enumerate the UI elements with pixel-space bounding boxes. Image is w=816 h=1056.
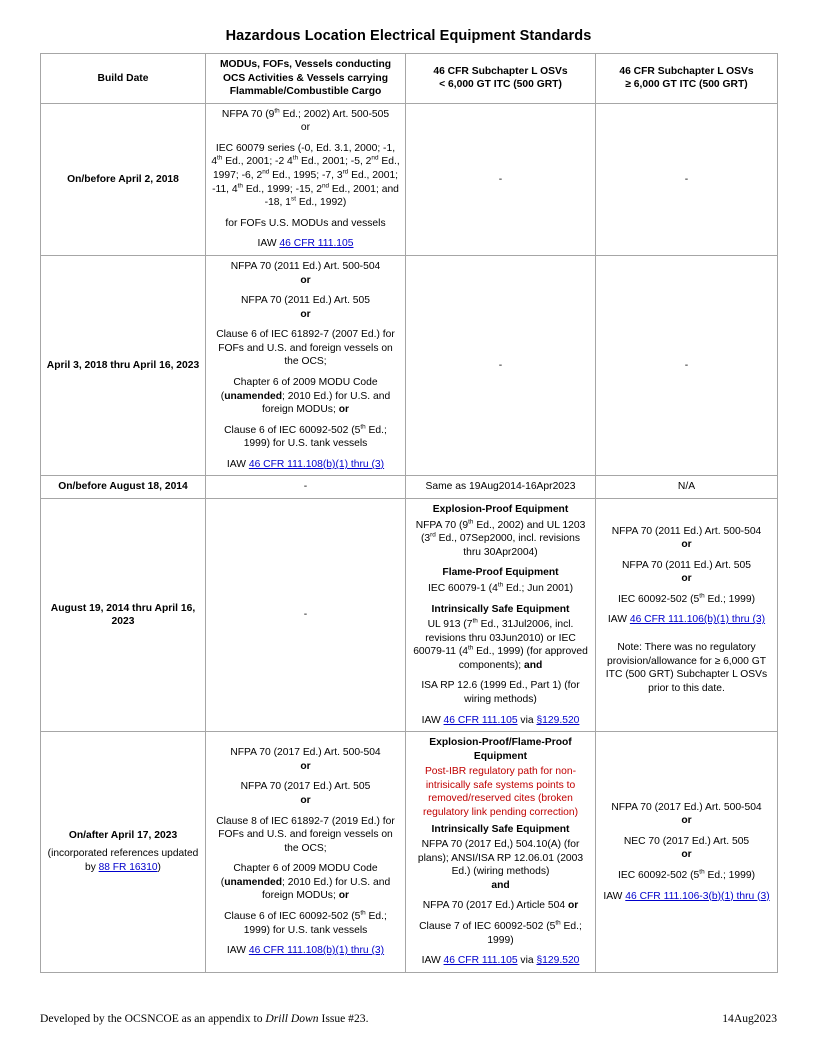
footer-date: 14Aug2023 [722, 1012, 777, 1025]
and-separator: and [491, 879, 510, 891]
column-header-osv-over-6000: 46 CFR Subchapter L OSVs ≥ 6,000 GT ITC (500 GRT) [596, 54, 778, 104]
cell-osv-over-6000 [596, 732, 778, 973]
subsection-heading: Flame-Proof Equipment [442, 567, 559, 579]
iaw-line: IAW 46 CFR 111.105 via §129.520 [421, 714, 580, 726]
table-row [41, 499, 778, 732]
or-separator: or [681, 849, 692, 861]
subsection-heading: Explosion-Proof/Flame-Proof Equipment [429, 737, 572, 762]
iaw-line: IAW 46 CFR 111.105 via §129.520 [421, 955, 580, 967]
standard-line: Clause 8 of IEC 61892-7 (2019 Ed.) for FOFs and U.S. and foreign vessels on the OCS; [216, 815, 395, 854]
subsection-heading: Intrinsically Safe Equipment [431, 603, 570, 615]
cell-build-date: April 3, 2018 thru April 16, 2023 [41, 255, 206, 476]
standard-line: Clause 6 of IEC 60092-502 (5th Ed.; 1999) for U.S. tank vessels [224, 909, 387, 936]
or-separator: or [300, 760, 311, 772]
cell-build-date: August 19, 2014 thru April 16, 2023 [41, 499, 206, 732]
cell-modus-fofs: - [206, 476, 406, 499]
cell-modus-fofs: - [206, 499, 406, 732]
cell-osv-over-6000: - [596, 255, 778, 476]
regulation-link[interactable]: §129.520 [536, 714, 580, 726]
regulation-link[interactable]: 46 CFR 111.106-3(b)(1) thru (3) [625, 890, 770, 902]
iaw-line: IAW 46 CFR 111.108(b)(1) thru (3) [226, 945, 385, 957]
cell-osv-under-6000: - [406, 103, 596, 255]
or-separator: or [681, 539, 692, 551]
standard-line: NFPA 70 (2017 Ed.) Article 504 or [422, 900, 579, 912]
regulation-link[interactable]: 46 CFR 111.106(b)(1) thru (3) [629, 614, 766, 626]
or-separator: or [681, 815, 692, 827]
table-header-row [41, 54, 778, 104]
standards-table [40, 53, 778, 973]
table-header [41, 54, 778, 104]
cell-modus-fofs [206, 103, 406, 255]
standard-line: Chapter 6 of 2009 MODU Code (unamended; 2010 Ed.) for U.S. and foreign MODUs; or [220, 863, 391, 902]
standard-line: NFPA 70 (2017 Ed.) Art. 500-504 [230, 747, 381, 759]
standard-line: IEC 60092-502 (5th Ed.; 1999) [618, 868, 755, 882]
or-separator: or [300, 794, 311, 806]
standard-line: IEC 60079 series (-0, Ed. 3.1, 2000; -1, 4th Ed., 2001; -2 4th Ed., 2001; -5, 2nd Ed., 1997; -6, 2nd Ed., 1995; -7, 3rd Ed., 2001; -11, 4th Ed., 1999; -15, 2nd Ed., 2001; and -18, 1st Ed., 1992) [211, 142, 400, 209]
standard-line: NFPA 70 (2011 Ed.) Art. 505 [622, 559, 751, 571]
table-row [41, 255, 778, 476]
iaw-line: IAW 46 CFR 111.105 [257, 238, 354, 250]
table-row [41, 476, 778, 499]
standard-line: Clause 6 of IEC 61892-7 (2007 Ed.) for FOFs and U.S. and foreign vessels on the OCS; [216, 329, 395, 368]
or-separator: or [300, 308, 311, 320]
build-date-subnote: (incorporated references updated by 88 FR 16310) [47, 848, 199, 874]
standard-line: NFPA 70 (9th Ed.; 2002) Art. 500-505 [221, 107, 390, 120]
standard-line: NFPA 70 (2011 Ed.) Art. 500-504 [230, 260, 381, 272]
standard-line: NEC 70 (2017 Ed.) Art. 505 [623, 835, 750, 847]
standard-line: Clause 6 of IEC 60092-502 (5th Ed.; 1999) for U.S. tank vessels [224, 423, 387, 450]
or-separator: or [300, 122, 311, 134]
federal-register-link[interactable]: 88 FR 16310 [98, 862, 158, 874]
iaw-line: IAW 46 CFR 111.106(b)(1) thru (3) [607, 614, 766, 626]
standard-line: Clause 7 of IEC 60092-502 (5th Ed.; 1999) [419, 919, 582, 946]
iaw-line: IAW 46 CFR 111.106-3(b)(1) thru (3) [603, 890, 770, 902]
or-separator: or [300, 274, 311, 286]
cell-osv-under-6000: Same as 19Aug2014-16Apr2023 [406, 476, 596, 499]
regulation-link[interactable]: 46 CFR 111.105 [279, 238, 354, 250]
standard-line: for FOFs U.S. MODUs and vessels [225, 217, 386, 229]
standard-line: IEC 60079-1 (4th Ed.; Jun 2001) [427, 581, 573, 594]
standard-line: NFPA 70 (2017 Ed.) Art. 505 [240, 781, 371, 793]
column-header-build-date: Build Date [41, 54, 206, 104]
regulation-link[interactable]: 46 CFR 111.108(b)(1) thru (3) [248, 945, 385, 957]
column-header-modus-fofs: MODUs, FOFs, Vessels conducting OCS Activities & Vessels carrying Flammable/Combustible Cargo [206, 54, 406, 104]
standard-line: NFPA 70 (9th Ed., 2002) and UL 1203 (3rd Ed., 07Sep2000, incl. revisions thru 30Apr2004) [415, 518, 586, 558]
standard-line: NFPA 70 (2017 Ed,) 504.10(A) (for plans); ANSI/ISA RP 12.06.01 (2003 Ed.) (wiring methods) [417, 839, 584, 878]
table-row [41, 732, 778, 973]
standard-line: UL 913 (7th Ed., 31Jul2006, incl. revisions thru 03Jun2010) or IEC 60079-11 (4th Ed., 1999) (for approved components); and [413, 617, 588, 671]
cell-osv-under-6000 [406, 732, 596, 973]
subsection-heading: Explosion-Proof Equipment [432, 504, 569, 516]
cell-modus-fofs [206, 732, 406, 973]
regulatory-note: Note: There was no regulatory provision/allowance for ≥ 6,000 GT ITC (500 GRT) Subchapter L OSVs prior to this date. [605, 642, 768, 694]
standard-line: Chapter 6 of 2009 MODU Code (unamended; 2010 Ed.) for U.S. and foreign MODUs; or [220, 376, 391, 416]
table-body [41, 103, 778, 972]
page-footer [40, 1012, 777, 1025]
cell-osv-over-6000: N/A [596, 476, 778, 499]
page-title: Hazardous Location Electrical Equipment Standards [225, 28, 592, 44]
column-header-osv-under-6000: 46 CFR Subchapter L OSVs < 6,000 GT ITC (500 GRT) [406, 54, 596, 104]
standard-line: NFPA 70 (2011 Ed.) Art. 505 [241, 295, 370, 307]
table-row [41, 103, 778, 255]
subsection-heading: Intrinsically Safe Equipment [431, 823, 570, 835]
cell-build-date: On/after April 17, 2023 (incorporated references updated by 88 FR 16310) [41, 732, 206, 973]
regulation-link[interactable]: 46 CFR 111.105 [443, 714, 518, 726]
cell-osv-over-6000: - [596, 103, 778, 255]
cell-osv-under-6000 [406, 499, 596, 732]
or-separator: or [681, 573, 692, 585]
standard-line: ISA RP 12.6 (1999 Ed., Part 1) (for wiring methods) [421, 680, 580, 705]
cell-build-date: On/before April 2, 2018 [41, 103, 206, 255]
footer-attribution: Developed by the OCSNCOE as an appendix to Drill Down Issue #23. [40, 1012, 369, 1025]
warning-text: Post-IBR regulatory path for non-intrisically safe systems points to removed/reserved cites (broken regulatory link pending correction) [422, 766, 579, 819]
cell-osv-under-6000: - [406, 255, 596, 476]
regulation-link[interactable]: 46 CFR 111.105 [443, 955, 518, 967]
cell-modus-fofs [206, 255, 406, 476]
standard-line: NFPA 70 (2011 Ed.) Art. 500-504 [611, 525, 762, 537]
regulation-link[interactable]: 46 CFR 111.108(b)(1) thru (3) [248, 458, 385, 470]
ordinal-suffix: th [274, 107, 280, 115]
publication-title: Drill Down [265, 1012, 319, 1025]
standard-line: NFPA 70 (2017 Ed.) Art. 500-504 [611, 801, 762, 813]
cell-build-date: On/before August 18, 2014 [41, 476, 206, 499]
standard-line: IEC 60092-502 (5th Ed.; 1999) [618, 592, 755, 605]
regulation-link[interactable]: §129.520 [536, 955, 580, 967]
iaw-line: IAW 46 CFR 111.108(b)(1) thru (3) [226, 458, 385, 470]
cell-osv-over-6000 [596, 499, 778, 732]
